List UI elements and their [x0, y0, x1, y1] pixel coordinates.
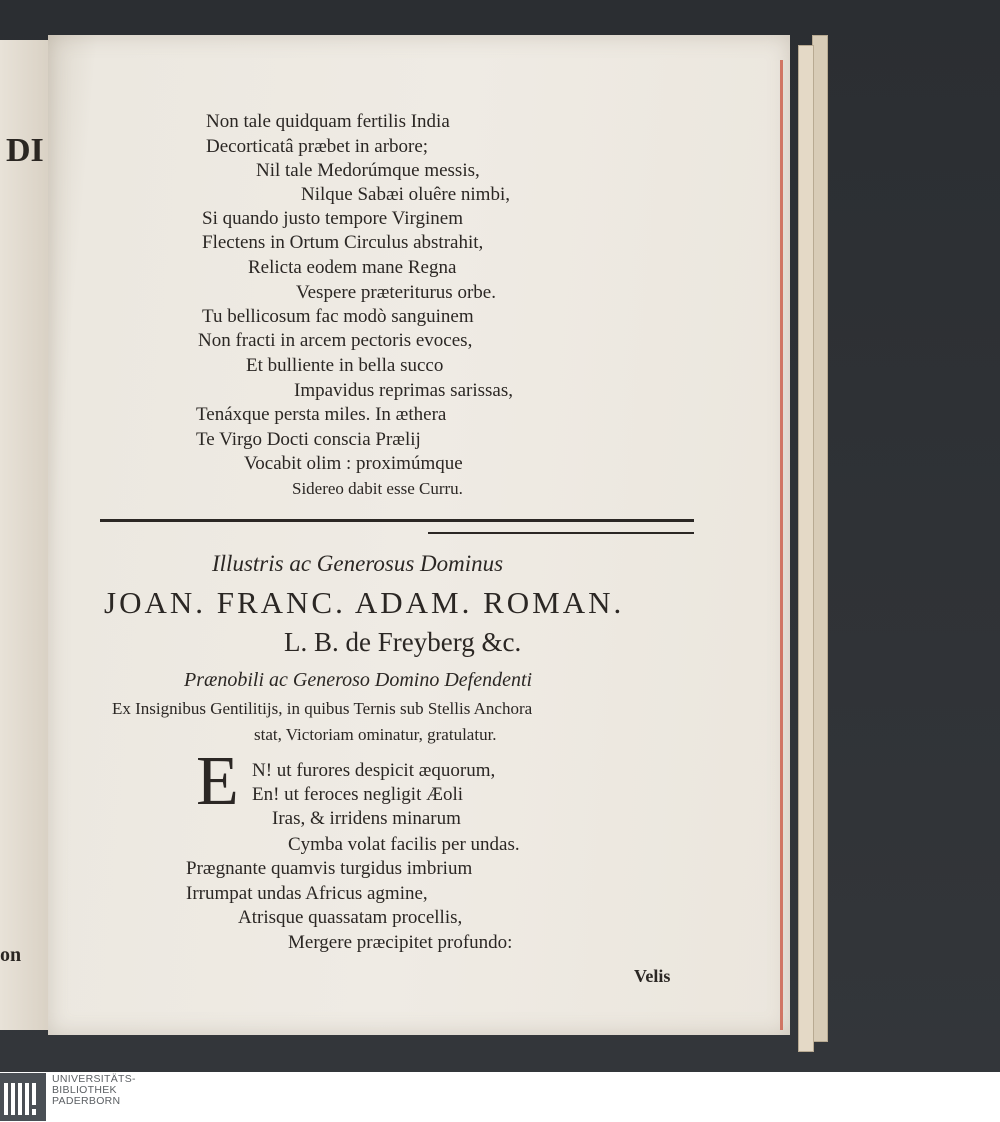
section-divider-rule [100, 519, 694, 522]
verse-line: Non fracti in arcem pectoris evoces, [198, 330, 473, 351]
book-page [48, 35, 790, 1035]
verse-line: Nilque Sabæi oluêre nimbi, [301, 184, 510, 205]
verse-line: Et bulliente in bella succo [246, 355, 444, 376]
verse-line: Vespere præteriturus orbe. [296, 282, 496, 303]
verse-line: Iras, & irridens minarum [272, 808, 461, 829]
catchword: Velis [634, 966, 671, 986]
verse-line: Prægnante quamvis turgidus imbrium [186, 858, 473, 879]
library-name-line: BIBLIOTHEK [52, 1084, 117, 1096]
facing-page [0, 40, 52, 1030]
verse-line: Decorticatâ præbet in arbore; [206, 136, 429, 157]
red-page-edge [780, 60, 783, 1030]
dedication-title: L. B. de Freyberg &c. [284, 627, 522, 657]
section-divider-rule [428, 532, 694, 534]
facing-page-fragment-top: DI [6, 132, 44, 169]
page-stack-edge [798, 45, 814, 1052]
verse-line: Tu bellicosum fac modò sanguinem [202, 306, 474, 327]
verse-line: Flectens in Ortum Circulus abstrahit, [202, 232, 484, 253]
verse-line: Te Virgo Docti conscia Prælij [196, 429, 421, 450]
dedication-argument: Ex Insignibus Gentilitijs, in quibus Ternis sub Stellis Anchora [112, 699, 533, 718]
dedication-subject: Illustris ac Generosus Dominus [212, 551, 504, 576]
verse-line: En! ut feroces negligit Æoli [252, 784, 464, 805]
verse-line: Cymba volat facilis per undas. [288, 834, 520, 855]
dedication-name: JOAN. FRANC. ADAM. ROMAN. [104, 585, 625, 620]
verse-line: Irrumpat undas Africus agmine, [186, 883, 428, 904]
library-name-line: PADERBORN [52, 1095, 121, 1107]
verse-line: Si quando justo tempore Virginem [202, 208, 463, 229]
library-footer-bar [0, 1072, 1000, 1122]
verse-line: Nil tale Medorúmque messis, [256, 160, 480, 181]
page-content [48, 35, 790, 1035]
verse-line: Tenáxque persta miles. In æthera [196, 404, 447, 425]
verse-line: Impavidus reprimas sarissas, [294, 380, 513, 401]
dedication-argument: stat, Victoriam ominatur, gratulatur. [254, 725, 497, 744]
dedication-recipient: Prænobili ac Generoso Domino Defendenti [184, 669, 533, 691]
verse-line: N! ut furores despicit æquorum, [252, 760, 496, 781]
verse-line: Atrisque quassatam procellis, [238, 907, 463, 928]
verse-line: Vocabit olim : proximúmque [244, 453, 463, 474]
verse-line: Mergere præcipitet profundo: [288, 932, 513, 953]
facing-page-fragment-bottom: on [0, 944, 22, 966]
library-logo-text [52, 1074, 136, 1107]
library-logo-icon [0, 1073, 46, 1121]
verse-line: Non tale quidquam fertilis India [206, 111, 450, 132]
verse-line: Relicta eodem mane Regna [248, 257, 457, 278]
page-stack-edge [812, 35, 828, 1042]
verse-line: Sidereo dabit esse Curru. [292, 479, 463, 498]
library-name-line: UNIVERSITÄTS- [52, 1073, 136, 1085]
drop-cap-initial: E [196, 743, 239, 820]
